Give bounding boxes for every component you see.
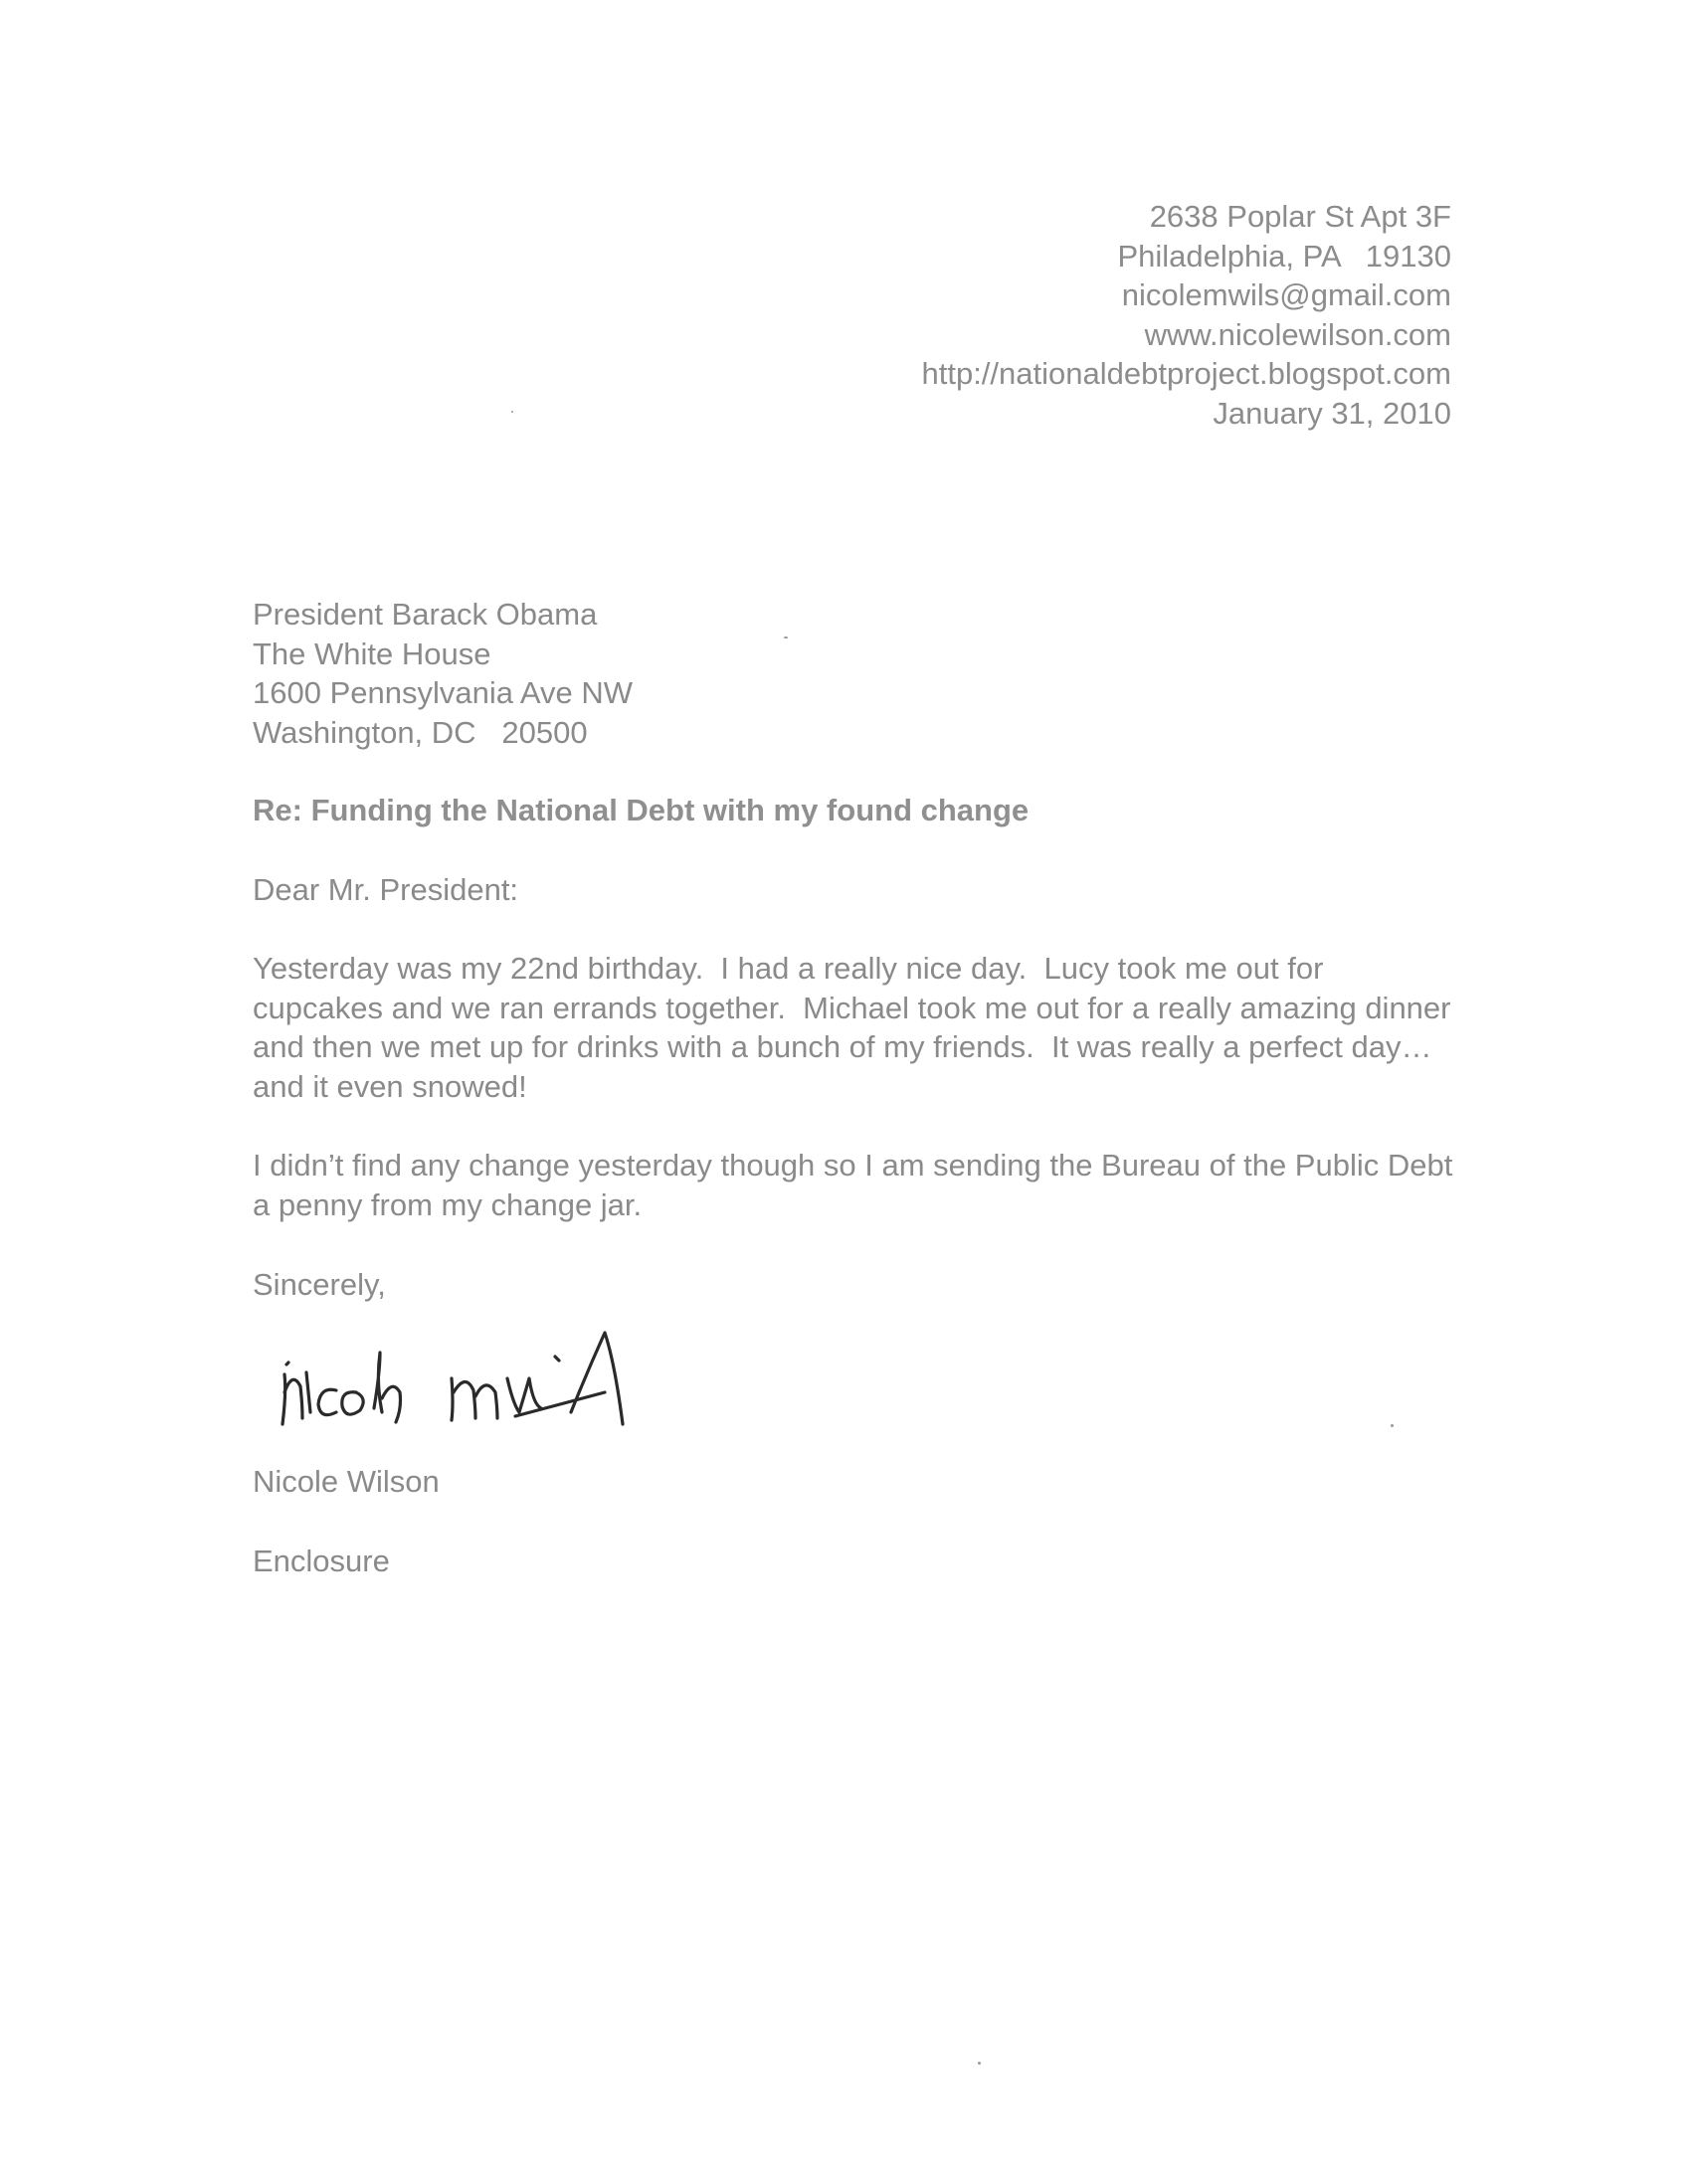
recipient-street: 1600 Pennsylvania Ave NW bbox=[253, 675, 633, 710]
body-paragraph-1: Yesterday was my 22nd birthday. I had a really nice day. Lucy took me out for cupcakes and we ran errands together. Michael took me out for a really amazing dinner and then we met up for drinks with a bunch of my friends. It was really a perfect day… and it even snowed! bbox=[253, 951, 1460, 1104]
sender-address-block bbox=[921, 197, 1451, 433]
scan-speck bbox=[784, 637, 788, 638]
sender-street: 2638 Poplar St Apt 3F bbox=[1149, 199, 1451, 234]
enclosure-note: Enclosure bbox=[253, 1544, 390, 1578]
sender-blog-url: http://nationaldebtproject.blogspot.com bbox=[921, 356, 1451, 391]
scan-speck bbox=[978, 2062, 981, 2065]
closing: Sincerely, bbox=[253, 1267, 386, 1302]
scan-speck bbox=[1391, 1424, 1394, 1427]
salutation: Dear Mr. President: bbox=[253, 872, 519, 907]
signer-name: Nicole Wilson bbox=[253, 1464, 440, 1499]
recipient-organization: The White House bbox=[253, 636, 491, 671]
body-paragraph-2: I didn’t find any change yesterday though so I am sending the Bureau of the Public Debt a penny from my change jar. bbox=[253, 1148, 1453, 1222]
sender-website: www.nicolewilson.com bbox=[1144, 316, 1451, 352]
sender-email: nicolemwils@gmail.com bbox=[1121, 277, 1451, 312]
handwritten-signature bbox=[277, 1313, 794, 1432]
letter-date: January 31, 2010 bbox=[1213, 395, 1451, 431]
scan-speck bbox=[511, 411, 513, 413]
recipient-city-state-zip: Washington, DC 20500 bbox=[253, 714, 588, 750]
recipient-name: President Barack Obama bbox=[253, 597, 598, 632]
subject-line: Re: Funding the National Debt with my found change bbox=[253, 793, 1030, 827]
sender-city-state-zip: Philadelphia, PA 19130 bbox=[1117, 238, 1451, 273]
recipient-address-block bbox=[253, 595, 1456, 752]
